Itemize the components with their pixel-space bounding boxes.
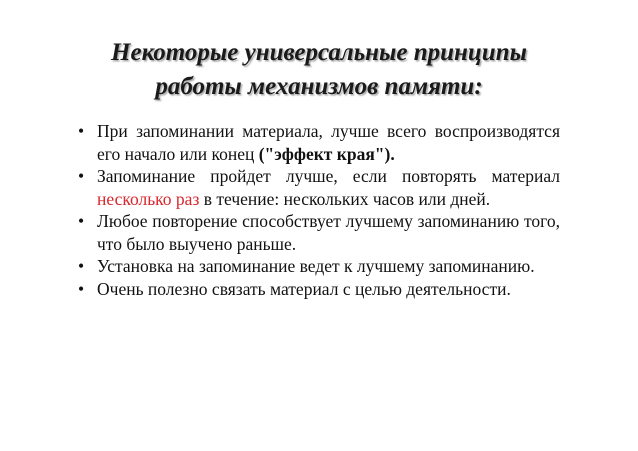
bullet-4-text: Установка на запоминание ведет к лучшему запоминанию. [97,256,535,276]
bullet-2-accent-text: несколько раз [97,188,200,209]
title-line-2: работы механизмов памяти: [155,73,483,100]
bullet-1-bold-text: ("эффект края"). [258,143,395,164]
bullet-dot-icon: • [78,166,85,186]
bullet-dot-icon: • [78,211,85,231]
bullet-item-1 [78,120,560,165]
bullet-item-2 [78,165,560,210]
bullet-dot-icon: • [78,256,85,276]
bullet-item-5 [78,278,560,301]
bullet-item-3 [78,210,560,255]
bullet-list [78,120,560,300]
bullet-3-text: Любое повторение способствует лучшему запоминанию того, что было выучено раньше. [97,211,560,254]
bullet-dot-icon: • [78,121,85,141]
slide-title [0,36,638,104]
title-line-1: Некоторые универсальные принципы [111,39,527,66]
bullet-2-text-end: в течение: нескольких часов или дней. [199,188,491,209]
bullet-dot-icon: • [78,278,85,299]
bullet-1-text: При запоминании материала, лучше всего воспроизводятся его начало или конец [97,121,560,164]
bullet-5-text: Очень полезно связать материал с целью деятельности. [97,278,511,299]
bullet-item-4 [78,255,560,278]
bullet-2-text: Запоминание пройдет лучше, если повторять материал [97,166,560,186]
